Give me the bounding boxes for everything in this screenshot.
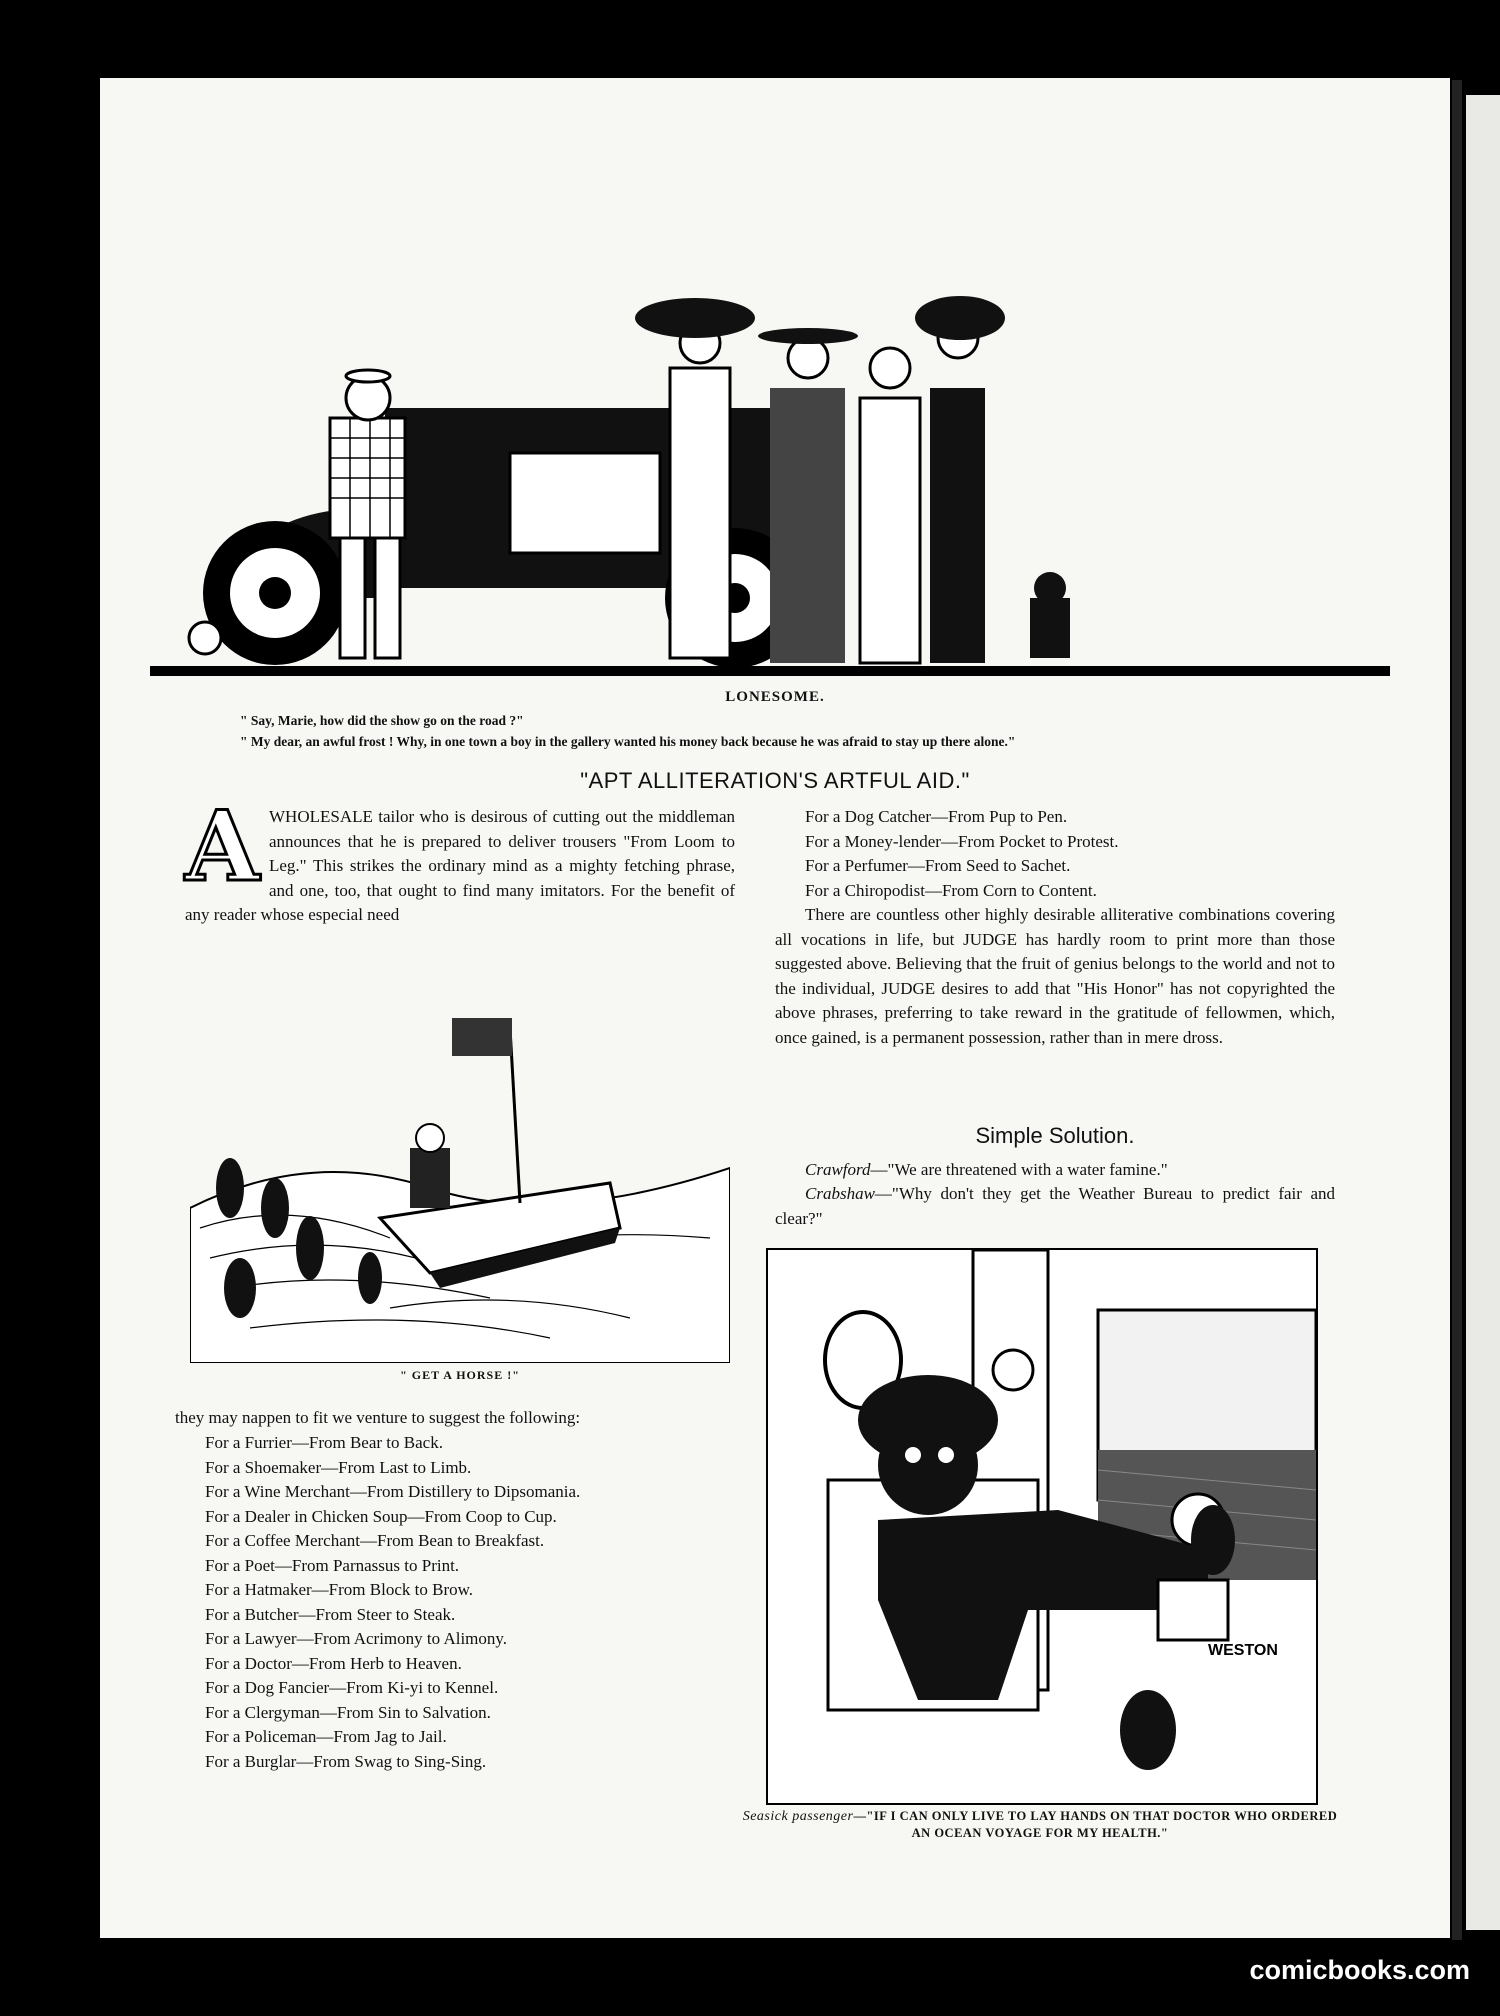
list-item: For a Hatmaker—From Block to Brow.: [205, 1580, 474, 1599]
lonesome-cartoon: [150, 178, 1390, 683]
cartoon-dialogue-2: " My dear, an awful frost ! Why, in one town a boy in the gallery wanted his money back because he was afraid to stay up there alone.": [240, 734, 1016, 749]
list-item: For a Butcher—From Steer to Steak.: [205, 1604, 456, 1624]
list-item: For a Coffee Merchant—From Bean to Breakfast.: [205, 1531, 545, 1550]
speaker-name: Crabshaw: [805, 1184, 875, 1203]
article-intro: [185, 790, 735, 928]
list-item: For a Dog Catcher—From Pup to Pen.: [805, 807, 1068, 826]
list-item: For a Money-lender—From Pocket to Protest.: [805, 831, 1119, 851]
cartoon-title: LONESOME.: [725, 689, 825, 705]
article-heading: "APT ALLITERATION'S ARTFUL AID.": [580, 768, 970, 793]
list-item: For a Shoemaker—From Last to Limb.: [205, 1457, 472, 1477]
list-item: For a Perfumer—From Seed to Sachet.: [805, 856, 1071, 875]
boat-cartoon-caption: " GET A HORSE !": [400, 1368, 520, 1382]
list-item: For a Clergyman—From Sin to Salvation.: [205, 1702, 491, 1722]
artist-signature: WESTON: [1208, 1642, 1278, 1659]
speaker-name: Crawford: [805, 1160, 871, 1179]
article-continuation: they may nappen to fit we venture to suggest the following:: [175, 1408, 581, 1427]
seasick-caption: [740, 1808, 1340, 1842]
list-item: For a Lawyer—From Acrimony to Alimony.: [205, 1629, 508, 1648]
article-intro-text: WHOLESALE tailor who is desirous of cutting out the middleman announces that he is prepared to deliver trousers "From Loom to Leg." This strikes the ordinary mind as a mighty fetching phrase, and one, too, that ought to find many imitators. For the benefit of any reader whose especial need: [185, 807, 735, 924]
list-item: For a Dealer in Chicken Soup—From Coop to Cup.: [205, 1506, 557, 1526]
simple-solution-line-2: [775, 1182, 1335, 1231]
speaker-name: Seasick passenger: [742, 1809, 854, 1824]
list-item: For a Doctor—From Herb to Heaven.: [205, 1653, 462, 1673]
list-item: For a Burglar—From Swag to Sing-Sing.: [205, 1751, 487, 1771]
list-item: For a Furrier—From Bear to Back.: [205, 1433, 443, 1452]
list-item: For a Poet—From Parnassus to Print.: [205, 1555, 460, 1575]
caption-text: —"IF I CAN ONLY LIVE TO LAY HANDS ON THAT DOCTOR WHO ORDERED AN OCEAN VOYAGE FOR MY HEALTH.": [853, 1809, 1338, 1840]
page-gutter: [1452, 80, 1462, 1940]
drop-cap-letter: A: [185, 790, 260, 903]
article-closing: There are countless other highly desirable alliterative combinations covering all vocations in life, but JUDGE has hardly room to print more than those suggested above. Believing that the fruit of genius belongs to the world and not to the individual, JUDGE desires to add that "His Honor" has not copyrighted the above phrases, preferring to take reward in the gratitude of fellowmen, which, once gained, is a permanent possession, rather than in mere dross.: [775, 905, 1335, 1047]
simple-solution-line-1: [775, 1158, 1335, 1183]
alliteration-list-right: [805, 805, 1119, 903]
simple-solution-heading: Simple Solution.: [975, 1123, 1135, 1148]
cartoon-dialogue-1: " Say, Marie, how did the show go on the road ?": [240, 713, 524, 728]
list-item: For a Wine Merchant—From Distillery to Dipsomania.: [205, 1482, 581, 1501]
list-item: For a Dog Fancier—From Ki-yi to Kennel.: [205, 1678, 499, 1697]
alliteration-list-left: [205, 1431, 580, 1774]
list-item: For a Policeman—From Jag to Jail.: [205, 1727, 447, 1746]
seasick-cartoon: [766, 1248, 1318, 1805]
magazine-page: [100, 78, 1450, 1938]
watermark: comicbooks.com: [1249, 1955, 1470, 1985]
dialogue-text: —"Why don't they get the Weather Bureau to predict fair and clear?": [775, 1184, 1335, 1228]
list-item: For a Chiropodist—From Corn to Content.: [805, 880, 1097, 900]
adjacent-page-edge: [1466, 95, 1500, 1930]
boat-cartoon: [190, 988, 730, 1363]
dialogue-text: —"We are threatened with a water famine.": [870, 1160, 1168, 1179]
